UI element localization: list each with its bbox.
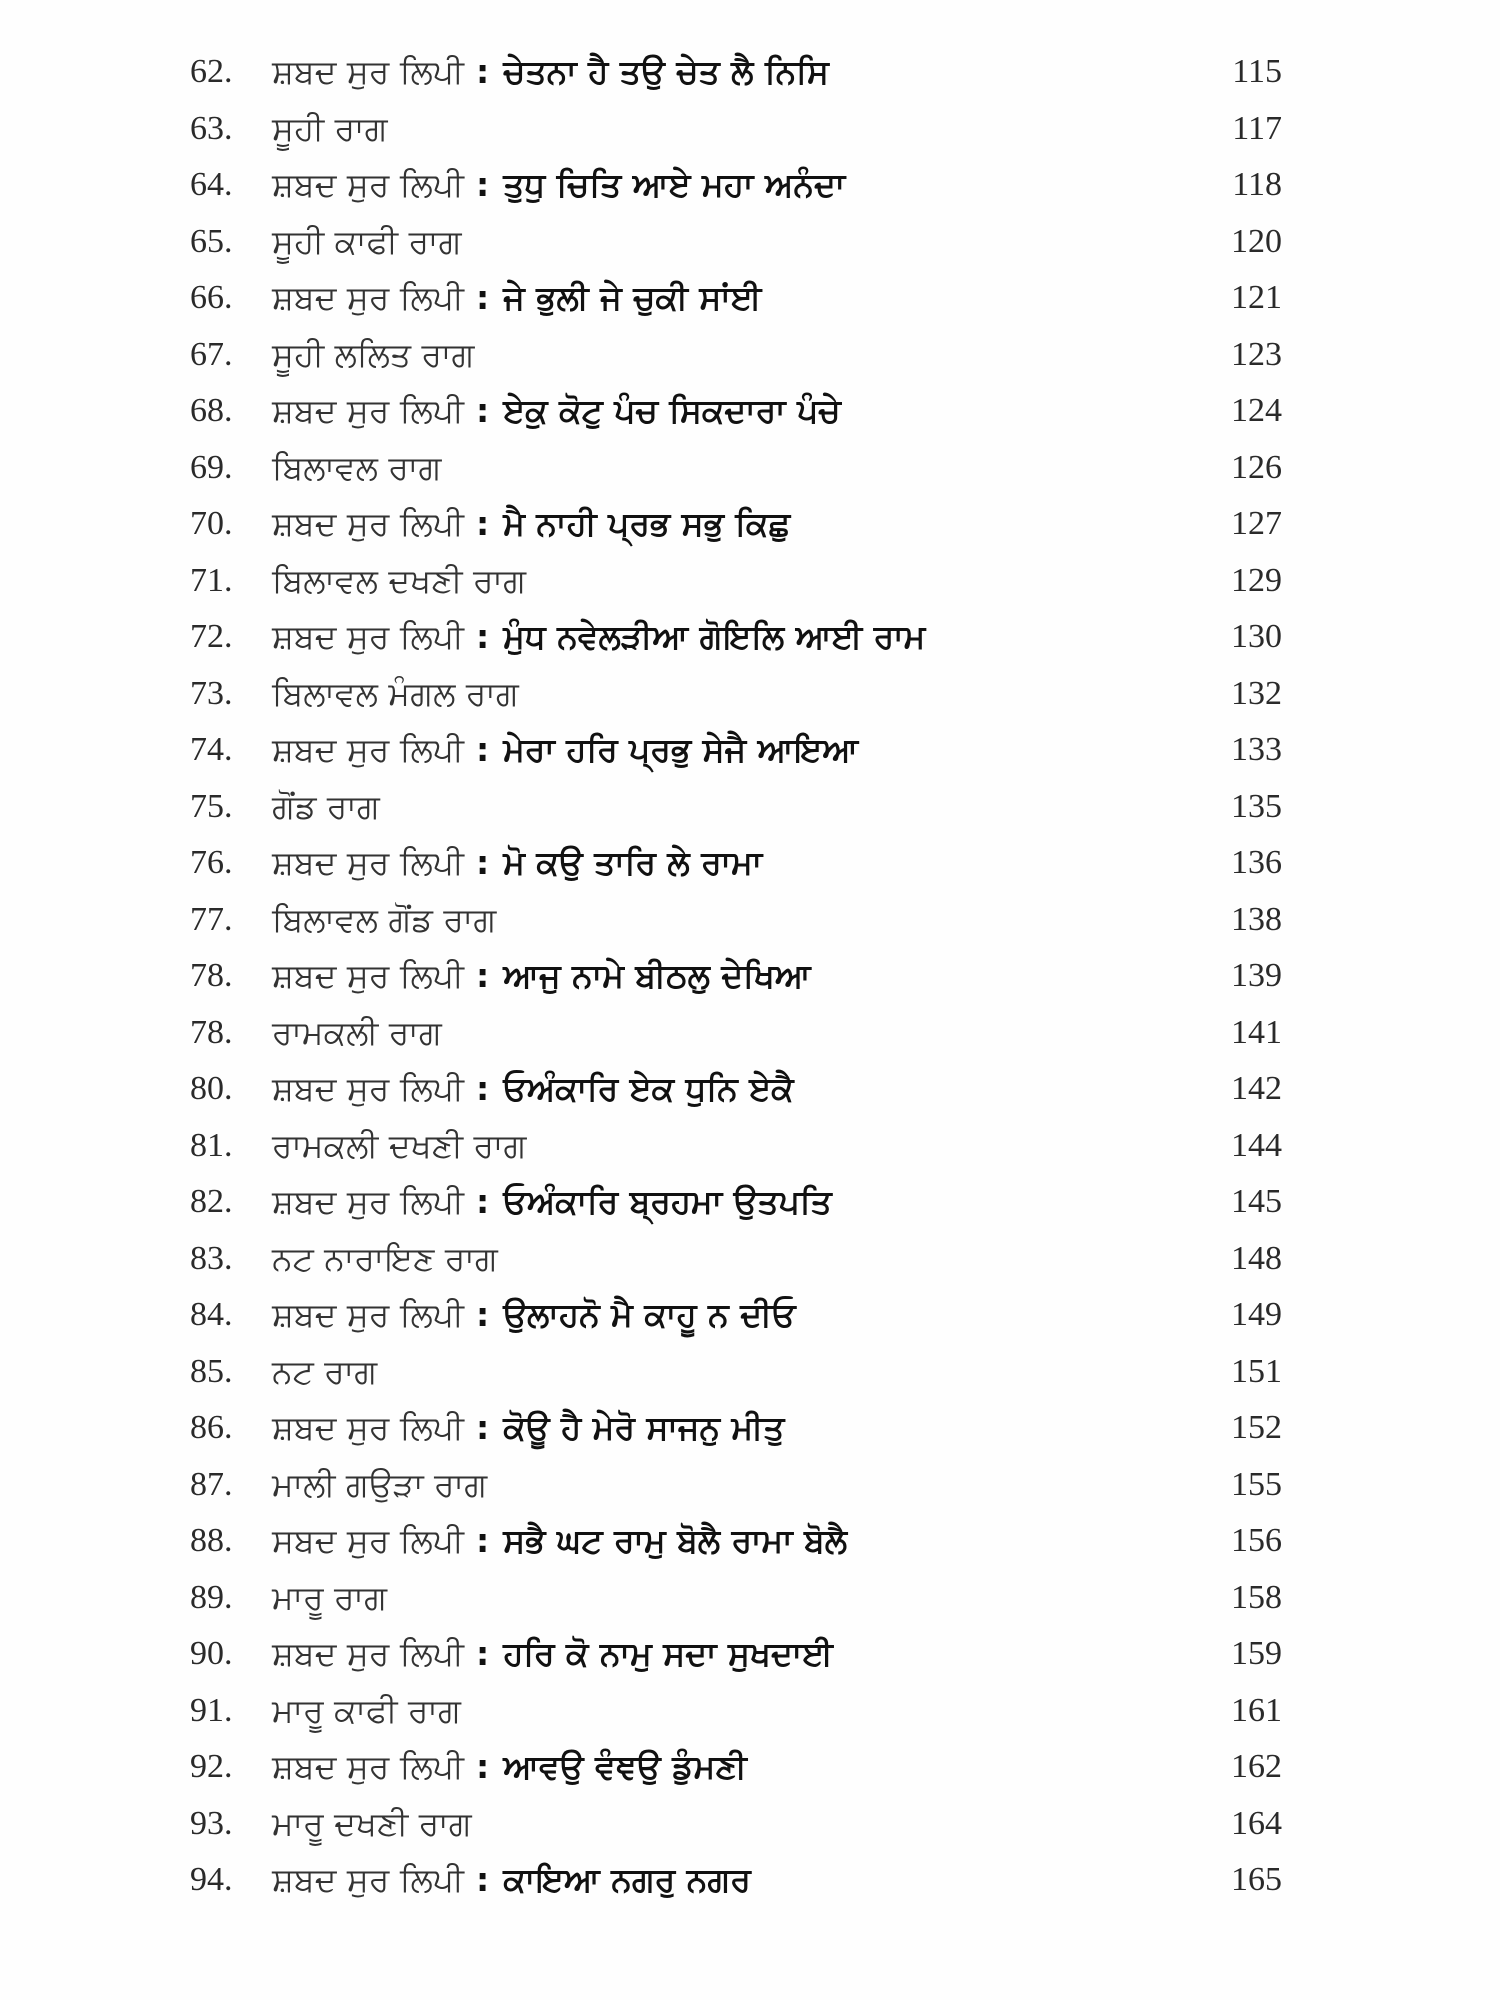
- entry-page-number: 115: [1232, 53, 1282, 90]
- entry-label: [272, 44, 829, 100]
- toc-entry: [0, 1626, 1500, 1683]
- entry-number: 86.: [190, 1409, 233, 1446]
- entry-page-number: 126: [1231, 448, 1282, 486]
- entry-title: ਮਾਲੀ ਗਉੜਾ ਰਾਗ: [272, 1464, 488, 1504]
- toc-entry: [0, 666, 1500, 723]
- toc-entry: [0, 1231, 1500, 1288]
- entry-label: [272, 892, 496, 948]
- entry-label: [272, 101, 388, 157]
- entry-number: 91.: [190, 1691, 233, 1729]
- entry-number: 92.: [190, 1748, 233, 1785]
- toc-entry: [0, 440, 1500, 497]
- entry-page-number: 161: [1231, 1691, 1282, 1729]
- entry-page-number: 127: [1231, 505, 1282, 542]
- toc-entry: [0, 1570, 1500, 1627]
- entry-label: [272, 1005, 442, 1061]
- toc-entry: [0, 44, 1500, 101]
- entry-page-number: 159: [1231, 1635, 1282, 1672]
- entry-prefix: ਸ਼ਬਦ ਸੁਰ ਲਿਪੀ: [272, 843, 464, 882]
- entry-page-number: 142: [1231, 1070, 1282, 1107]
- entry-page-number: 156: [1231, 1522, 1282, 1559]
- toc-entry: [0, 157, 1500, 214]
- entry-label: [272, 1174, 832, 1230]
- toc-entry: [0, 1400, 1500, 1457]
- entry-separator: :: [476, 730, 490, 769]
- entry-separator: :: [476, 391, 490, 430]
- entry-separator: :: [476, 278, 490, 317]
- entry-number: 84.: [190, 1296, 233, 1333]
- entry-number: 74.: [190, 731, 233, 768]
- entry-label: [272, 1739, 747, 1795]
- entry-number: 90.: [190, 1635, 233, 1672]
- entry-number: 94.: [190, 1861, 233, 1898]
- entry-page-number: 155: [1231, 1465, 1282, 1503]
- entry-label: [272, 440, 441, 496]
- entry-number: 78.: [190, 957, 233, 994]
- entry-label: [272, 1344, 377, 1400]
- entry-label: [272, 1118, 526, 1174]
- entry-prefix: ਸ਼ਬਦ ਸੁਰ ਲਿਪੀ: [272, 504, 464, 543]
- entry-title: ਉਲਾਹਨੋ ਮੈ ਕਾਹੂ ਨ ਦੀਓ: [503, 1295, 796, 1334]
- entry-separator: :: [476, 165, 490, 204]
- entry-title: ਸਭੈ ਘਟ ਰਾਮੁ ਬੋਲੈ ਰਾਮਾ ਬੋਲੈ: [503, 1521, 848, 1560]
- entry-title: ਨਟ ਰਾਗ: [272, 1351, 378, 1391]
- entry-number: 70.: [190, 505, 233, 542]
- entry-prefix: ਸ਼ਬਦ ਸੁਰ ਲਿਪੀ: [272, 165, 464, 204]
- entry-number: 67.: [190, 335, 233, 373]
- entry-page-number: 141: [1231, 1013, 1282, 1051]
- entry-label: [272, 496, 790, 552]
- toc-entry: [0, 1739, 1500, 1796]
- entry-title: ਮੁੰਧ ਨਵੇਲੜੀਆ ਗੋਇਲਿ ਆਈ ਰਾਮ: [503, 617, 926, 656]
- entry-page-number: 135: [1231, 787, 1282, 825]
- entry-prefix: ਸਬਦ ਸੁਰ ਲਿਪੀ: [272, 1521, 464, 1560]
- entry-prefix: ਸ਼ਬਦ ਸੁਰ ਲਿਪੀ: [272, 730, 464, 769]
- entry-page-number: 149: [1231, 1296, 1282, 1333]
- entry-number: 76.: [190, 844, 233, 881]
- entry-page-number: 124: [1231, 392, 1282, 429]
- entry-number: 81.: [190, 1126, 233, 1164]
- entry-label: [272, 835, 762, 891]
- entry-label: [272, 270, 761, 326]
- entry-page-number: 121: [1231, 279, 1282, 316]
- entry-title: ਹਰਿ ਕੋ ਨਾਮੁ ਸਦਾ ਸੁਖਦਾਈ: [503, 1634, 833, 1673]
- toc-entry: [0, 1118, 1500, 1175]
- entry-number: 89.: [190, 1578, 233, 1616]
- entry-label: [272, 1513, 847, 1569]
- entry-title: ਬਿਲਾਵਲ ਗੋਂਡ ਰਾਗ: [272, 899, 497, 939]
- toc-entry: [0, 609, 1500, 666]
- entry-title: ਸੂਹੀ ਲਲਿਤ ਰਾਗ: [272, 334, 475, 374]
- toc-entry: [0, 1287, 1500, 1344]
- entry-separator: :: [476, 1521, 490, 1560]
- entry-number: 85.: [190, 1352, 233, 1390]
- entry-title: ਸੂਹੀ ਰਾਗ: [272, 108, 388, 148]
- entry-number: 66.: [190, 279, 233, 316]
- entry-number: 71.: [190, 561, 233, 599]
- entry-number: 72.: [190, 618, 233, 655]
- toc-entry: [0, 1344, 1500, 1401]
- entry-title: ਕਾਇਆ ਨਗਰੁ ਨਗਰ: [503, 1860, 751, 1899]
- entry-title: ਮੇਰਾ ਹਰਿ ਪ੍ਰਭੁ ਸੇਜੈ ਆਇਆ: [503, 730, 859, 769]
- entry-number: 78.: [190, 1013, 233, 1051]
- entry-title: ਬਿਲਾਵਲ ਮੰਗਲ ਰਾਗ: [272, 673, 519, 713]
- entry-separator: :: [476, 504, 490, 543]
- entry-title: ਗੋਂਡ ਰਾਗ: [272, 786, 380, 826]
- entry-title: ਕੋਊ ਹੈ ਮੇਰੋ ਸਾਜਨੁ ਮੀਤੁ: [503, 1408, 785, 1447]
- entry-title: ਆਵਉ ਵੰਞਉ ਡੁੰਮਣੀ: [503, 1747, 747, 1786]
- entry-title: ਏਕੁ ਕੋਟੁ ਪੰਚ ਸਿਕਦਾਰਾ ਪੰਚੇ: [503, 391, 841, 430]
- entry-number: 65.: [190, 222, 233, 260]
- entry-label: [272, 1287, 796, 1343]
- entry-title: ਮਾਰੂ ਕਾਫੀ ਰਾਗ: [272, 1690, 461, 1730]
- entry-label: [272, 553, 526, 609]
- entry-prefix: ਸ਼ਬਦ ਸੁਰ ਲਿਪੀ: [272, 1408, 464, 1447]
- entry-prefix: ਸ਼ਬਦ ਸੁਰ ਲਿਪੀ: [272, 1860, 464, 1899]
- entry-title: ਓਅੰਕਾਰਿ ਏਕ ਧੁਨਿ ਏਕੈ: [503, 1069, 794, 1108]
- entry-page-number: 164: [1231, 1804, 1282, 1842]
- entry-separator: :: [476, 956, 490, 995]
- entry-prefix: ਸ਼ਬਦ ਸੁਰ ਲਿਪੀ: [272, 391, 464, 430]
- toc-entry: [0, 1457, 1500, 1514]
- toc-entry: [0, 327, 1500, 384]
- entry-label: [272, 214, 461, 270]
- entry-page-number: 117: [1232, 109, 1282, 147]
- entry-separator: :: [476, 1634, 490, 1673]
- entry-page-number: 152: [1231, 1409, 1282, 1446]
- table-of-contents: [0, 44, 1500, 1909]
- entry-label: [272, 1683, 461, 1739]
- entry-prefix: ਸ਼ਬਦ ਸੁਰ ਲਿਪੀ: [272, 1182, 464, 1221]
- entry-title: ਤੁਧੁ ਚਿਤਿ ਆਏ ਮਹਾ ਅਨੰਦਾ: [503, 165, 846, 204]
- entry-page-number: 139: [1231, 957, 1282, 994]
- entry-page-number: 162: [1231, 1748, 1282, 1785]
- entry-prefix: ਸ਼ਬਦ ਸੁਰ ਲਿਪੀ: [272, 617, 464, 656]
- entry-label: [272, 666, 519, 722]
- entry-number: 73.: [190, 674, 233, 712]
- toc-entry: [0, 835, 1500, 892]
- entry-title: ਮਾਰੂ ਰਾਗ: [272, 1577, 387, 1617]
- entry-page-number: 138: [1231, 900, 1282, 938]
- entry-page-number: 123: [1231, 335, 1282, 373]
- entry-label: [272, 779, 380, 835]
- entry-number: 62.: [190, 53, 233, 90]
- entry-number: 87.: [190, 1465, 233, 1503]
- entry-title: ਮੋ ਕਉ ਤਾਰਿ ਲੇ ਰਾਮਾ: [503, 843, 763, 882]
- entry-number: 77.: [190, 900, 233, 938]
- entry-title: ਸੂਹੀ ਕਾਫੀ ਰਾਗ: [272, 221, 462, 261]
- entry-prefix: ਸ਼ਬਦ ਸੁਰ ਲਿਪੀ: [272, 278, 464, 317]
- entry-page-number: 151: [1231, 1352, 1282, 1390]
- toc-entry: [0, 1513, 1500, 1570]
- toc-entry: [0, 214, 1500, 271]
- entry-title: ਓਅੰਕਾਰਿ ਬ੍ਰਹਮਾ ਉਤਪਤਿ: [503, 1182, 832, 1221]
- entry-prefix: ਸ਼ਬਦ ਸੁਰ ਲਿਪੀ: [272, 1634, 464, 1673]
- entry-title: ਮੈ ਨਾਹੀ ਪ੍ਰਭ ਸਭੁ ਕਿਛੁ: [503, 504, 791, 543]
- entry-page-number: 165: [1231, 1861, 1282, 1898]
- entry-page-number: 148: [1231, 1239, 1282, 1277]
- entry-page-number: 144: [1231, 1126, 1282, 1164]
- entry-label: [272, 1626, 833, 1682]
- entry-number: 63.: [190, 109, 233, 147]
- entry-title: ਬਿਲਾਵਲ ਦਖਣੀ ਰਾਗ: [272, 560, 526, 600]
- entry-page-number: 132: [1231, 674, 1282, 712]
- entry-prefix: ਸ਼ਬਦ ਸੁਰ ਲਿਪੀ: [272, 1295, 464, 1334]
- entry-separator: :: [476, 1408, 490, 1447]
- entry-number: 88.: [190, 1522, 233, 1559]
- toc-entry: [0, 892, 1500, 949]
- entry-number: 64.: [190, 166, 233, 203]
- entry-page-number: 158: [1231, 1578, 1282, 1616]
- entry-label: [272, 1796, 472, 1852]
- entry-label: [272, 609, 925, 665]
- entry-label: [272, 722, 858, 778]
- entry-title: ਰਾਮਕਲੀ ਰਾਗ: [272, 1012, 442, 1052]
- entry-separator: :: [476, 843, 490, 882]
- entry-page-number: 145: [1231, 1183, 1282, 1220]
- entry-label: [272, 1570, 387, 1626]
- entry-number: 82.: [190, 1183, 233, 1220]
- entry-title: ਰਾਮਕਲੀ ਦਖਣੀ ਰਾਗ: [272, 1125, 527, 1165]
- entry-prefix: ਸ਼ਬਦ ਸੁਰ ਲਿਪੀ: [272, 1747, 464, 1786]
- entry-label: [272, 1852, 751, 1908]
- entry-page-number: 118: [1232, 166, 1282, 203]
- entry-label: [272, 327, 474, 383]
- toc-entry: [0, 1061, 1500, 1118]
- entry-prefix: ਸ਼ਬਦ ਸੁਰ ਲਿਪੀ: [272, 956, 464, 995]
- toc-entry: [0, 101, 1500, 158]
- entry-page-number: 130: [1231, 618, 1282, 655]
- entry-page-number: 133: [1231, 731, 1282, 768]
- entry-title: ਨਟ ਨਾਰਾਇਣ ਰਾਗ: [272, 1238, 498, 1278]
- entry-title: ਆਜੁ ਨਾਮੇ ਬੀਠਲੁ ਦੇਖਿਆ: [503, 956, 811, 995]
- toc-entry: [0, 779, 1500, 836]
- entry-number: 75.: [190, 787, 233, 825]
- toc-entry: [0, 553, 1500, 610]
- entry-title: ਮਾਰੂ ਦਖਣੀ ਰਾਗ: [272, 1803, 472, 1843]
- toc-entry: [0, 1174, 1500, 1231]
- toc-entry: [0, 948, 1500, 1005]
- toc-entry: [0, 270, 1500, 327]
- entry-separator: :: [476, 1860, 490, 1899]
- entry-page-number: 120: [1231, 222, 1282, 260]
- entry-separator: :: [476, 52, 490, 91]
- entry-separator: :: [476, 1295, 490, 1334]
- entry-separator: :: [476, 1182, 490, 1221]
- entry-separator: :: [476, 1069, 490, 1108]
- entry-label: [272, 1231, 498, 1287]
- entry-page-number: 136: [1231, 844, 1282, 881]
- toc-entry: [0, 1683, 1500, 1740]
- toc-entry: [0, 1852, 1500, 1909]
- toc-entry: [0, 722, 1500, 779]
- entry-label: [272, 157, 845, 213]
- toc-entry: [0, 1796, 1500, 1853]
- entry-title: ਬਿਲਾਵਲ ਰਾਗ: [272, 447, 442, 487]
- entry-label: [272, 1457, 487, 1513]
- entry-number: 68.: [190, 392, 233, 429]
- entry-prefix: ਸ਼ਬਦ ਸੁਰ ਲਿਪੀ: [272, 52, 464, 91]
- toc-entry: [0, 383, 1500, 440]
- entry-label: [272, 948, 811, 1004]
- toc-entry: [0, 496, 1500, 553]
- entry-separator: :: [476, 1747, 490, 1786]
- entry-number: 69.: [190, 448, 233, 486]
- entry-page-number: 129: [1231, 561, 1282, 599]
- entry-number: 83.: [190, 1239, 233, 1277]
- entry-title: ਚੇਤਨਾ ਹੈ ਤਉ ਚੇਤ ਲੈ ਨਿਸਿ: [503, 52, 829, 91]
- entry-number: 93.: [190, 1804, 233, 1842]
- entry-separator: :: [476, 617, 490, 656]
- toc-entry: [0, 1005, 1500, 1062]
- entry-label: [272, 1400, 784, 1456]
- entry-label: [272, 383, 841, 439]
- entry-prefix: ਸ਼ਬਦ ਸੁਰ ਲਿਪੀ: [272, 1069, 464, 1108]
- entry-label: [272, 1061, 794, 1117]
- entry-number: 80.: [190, 1070, 233, 1107]
- entry-title: ਜੇ ਭੁਲੀ ਜੇ ਚੁਕੀ ਸਾਂਈ: [503, 278, 762, 317]
